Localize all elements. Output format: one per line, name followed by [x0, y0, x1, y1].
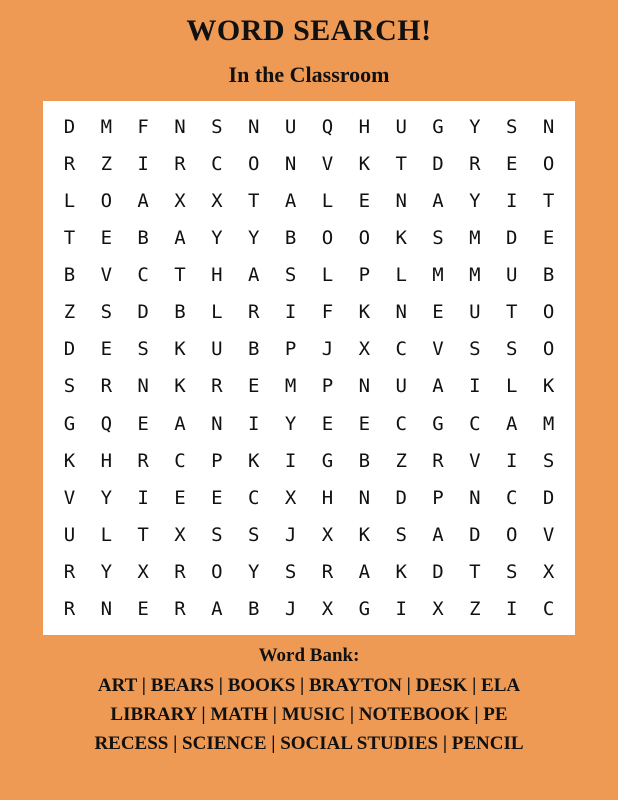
word-search-panel — [43, 101, 575, 635]
grid-letter[interactable]: N — [137, 375, 149, 398]
grid-letter[interactable]: S — [211, 523, 223, 546]
grid-letter[interactable]: I — [284, 449, 297, 472]
grid-letter[interactable]: X — [174, 523, 186, 546]
grid-letter[interactable]: Z — [100, 152, 113, 175]
grid-letter[interactable]: T — [63, 226, 76, 249]
grid-letter[interactable]: K — [248, 449, 260, 472]
grid-letter[interactable]: F — [321, 301, 334, 324]
grid-letter[interactable]: P — [432, 486, 444, 509]
grid-letter[interactable]: M — [542, 412, 555, 435]
grid-letter[interactable]: R — [211, 375, 223, 398]
grid-letter[interactable]: P — [321, 375, 334, 398]
grid-letter[interactable]: O — [100, 189, 113, 212]
grid-letter[interactable]: X — [211, 189, 223, 212]
grid-letter[interactable]: E — [542, 226, 555, 249]
grid-letter[interactable]: T — [248, 189, 260, 212]
grid-letter[interactable]: G — [432, 115, 444, 138]
grid-letter[interactable]: N — [248, 115, 260, 138]
grid-letter[interactable]: A — [137, 189, 149, 212]
grid-letter[interactable]: U — [63, 523, 76, 546]
grid-letter[interactable]: H — [358, 115, 371, 138]
grid-letter[interactable]: N — [542, 115, 555, 138]
grid-letter[interactable]: A — [248, 264, 260, 287]
grid-letter[interactable]: S — [542, 449, 555, 472]
grid-letter[interactable]: K — [358, 301, 371, 324]
grid-letter[interactable]: E — [211, 486, 223, 509]
grid-letter[interactable]: E — [174, 486, 186, 509]
grid-letter[interactable]: R — [63, 561, 76, 584]
grid-letter[interactable]: V — [542, 523, 555, 546]
grid-letter[interactable]: I — [506, 449, 518, 472]
grid-letter[interactable]: N — [358, 375, 371, 398]
grid-letter[interactable]: T — [542, 189, 555, 212]
grid-letter[interactable]: H — [211, 264, 223, 287]
grid-letter[interactable]: M — [469, 264, 481, 287]
grid-letter[interactable]: R — [174, 561, 186, 584]
grid-letter[interactable]: I — [506, 598, 518, 621]
grid-letter[interactable]: A — [506, 412, 518, 435]
grid-letter[interactable]: V — [469, 449, 481, 472]
grid-letter[interactable]: E — [432, 301, 444, 324]
grid-letter[interactable]: X — [137, 561, 149, 584]
grid-row — [51, 591, 567, 628]
grid-letter[interactable]: T — [174, 264, 186, 287]
grid-letter[interactable]: S — [432, 226, 444, 249]
grid-letter[interactable]: Y — [100, 486, 113, 509]
grid-letter[interactable]: G — [358, 598, 371, 621]
grid-letter[interactable]: E — [100, 226, 113, 249]
grid-letter[interactable]: C — [211, 152, 223, 175]
grid-letter[interactable]: S — [284, 561, 297, 584]
grid-letter[interactable]: J — [284, 523, 297, 546]
grid-letter[interactable]: R — [174, 152, 186, 175]
grid-letter[interactable]: A — [174, 412, 186, 435]
grid-letter[interactable]: R — [248, 301, 260, 324]
grid-letter[interactable]: K — [358, 152, 371, 175]
grid-letter[interactable]: M — [100, 115, 113, 138]
grid-letter[interactable]: R — [174, 598, 186, 621]
grid-letter[interactable]: E — [321, 412, 334, 435]
grid-letter[interactable]: S — [506, 338, 518, 361]
grid-letter[interactable]: D — [395, 486, 407, 509]
grid-letter[interactable]: X — [321, 523, 334, 546]
grid-letter[interactable]: Y — [469, 115, 481, 138]
grid-letter[interactable]: B — [63, 264, 76, 287]
grid-row — [51, 294, 567, 331]
grid-letter[interactable]: S — [211, 115, 223, 138]
grid-row — [51, 479, 567, 516]
grid-letter[interactable]: M — [284, 375, 297, 398]
grid-letter[interactable]: V — [100, 264, 113, 287]
grid-row — [51, 554, 567, 591]
grid-letter[interactable]: C — [542, 598, 555, 621]
grid-letter[interactable]: K — [174, 338, 186, 361]
grid-letter[interactable]: G — [63, 412, 76, 435]
grid-letter[interactable]: X — [284, 486, 297, 509]
grid-letter[interactable]: S — [469, 338, 481, 361]
grid-letter[interactable]: O — [542, 152, 555, 175]
grid-row — [51, 405, 567, 442]
grid-letter[interactable]: I — [137, 152, 149, 175]
grid-letter[interactable]: E — [137, 598, 149, 621]
grid-letter[interactable]: D — [63, 115, 76, 138]
grid-letter[interactable]: A — [432, 189, 444, 212]
grid-letter[interactable]: U — [211, 338, 223, 361]
grid-letter[interactable]: L — [506, 375, 518, 398]
grid-letter[interactable]: E — [100, 338, 113, 361]
grid-letter[interactable]: S — [100, 301, 113, 324]
grid-letter[interactable]: L — [395, 264, 407, 287]
grid-letter[interactable]: E — [248, 375, 260, 398]
grid-letter[interactable]: I — [248, 412, 260, 435]
grid-letter[interactable]: L — [100, 523, 113, 546]
letter-grid — [51, 108, 567, 628]
grid-letter[interactable]: D — [137, 301, 149, 324]
grid-letter[interactable]: B — [284, 226, 297, 249]
grid-letter[interactable]: A — [211, 598, 223, 621]
grid-letter[interactable]: M — [432, 264, 444, 287]
grid-letter[interactable]: P — [284, 338, 297, 361]
grid-letter[interactable]: X — [174, 189, 186, 212]
grid-letter[interactable]: O — [248, 152, 260, 175]
grid-letter[interactable]: Y — [284, 412, 297, 435]
grid-letter[interactable]: O — [542, 301, 555, 324]
grid-letter[interactable]: B — [358, 449, 371, 472]
grid-letter[interactable]: A — [432, 523, 444, 546]
grid-row — [51, 331, 567, 368]
grid-letter[interactable]: Q — [321, 115, 334, 138]
grid-letter[interactable]: T — [506, 301, 518, 324]
grid-letter[interactable]: D — [542, 486, 555, 509]
grid-letter[interactable]: K — [542, 375, 555, 398]
grid-letter[interactable]: X — [321, 598, 334, 621]
grid-letter[interactable]: I — [137, 486, 149, 509]
grid-letter[interactable]: S — [506, 115, 518, 138]
grid-letter[interactable]: L — [63, 189, 76, 212]
grid-letter[interactable]: R — [137, 449, 149, 472]
grid-letter[interactable]: V — [321, 152, 334, 175]
grid-letter[interactable]: B — [248, 598, 260, 621]
grid-letter[interactable]: G — [321, 449, 334, 472]
grid-letter[interactable]: E — [506, 152, 518, 175]
grid-letter[interactable]: H — [100, 449, 113, 472]
grid-letter[interactable]: B — [542, 264, 555, 287]
page-title: WORD SEARCH! — [186, 14, 432, 47]
grid-letter[interactable]: V — [63, 486, 76, 509]
grid-letter[interactable]: N — [211, 412, 223, 435]
grid-letter[interactable]: U — [506, 264, 518, 287]
grid-letter[interactable]: J — [284, 598, 297, 621]
grid-letter[interactable]: L — [321, 189, 334, 212]
grid-letter[interactable]: C — [174, 449, 186, 472]
grid-letter[interactable]: S — [395, 523, 407, 546]
word-bank-line: RECESS | SCIENCE | SOCIAL STUDIES | PENCIL — [94, 733, 524, 754]
grid-row — [51, 257, 567, 294]
grid-row — [51, 219, 567, 256]
grid-letter[interactable]: R — [100, 375, 113, 398]
grid-letter[interactable]: I — [395, 598, 407, 621]
grid-row — [51, 182, 567, 219]
grid-letter[interactable]: O — [506, 523, 518, 546]
grid-letter[interactable]: L — [211, 301, 223, 324]
grid-letter[interactable]: S — [506, 561, 518, 584]
grid-letter[interactable]: D — [432, 561, 444, 584]
grid-letter[interactable]: K — [63, 449, 76, 472]
grid-letter[interactable]: N — [174, 115, 186, 138]
grid-letter[interactable]: Y — [248, 226, 260, 249]
grid-letter[interactable]: Y — [211, 226, 223, 249]
grid-letter[interactable]: H — [321, 486, 334, 509]
grid-letter[interactable]: I — [506, 189, 518, 212]
grid-letter[interactable]: R — [63, 152, 76, 175]
grid-letter[interactable]: Y — [248, 561, 260, 584]
grid-row — [51, 108, 567, 145]
grid-letter[interactable]: Z — [63, 301, 76, 324]
grid-letter[interactable]: D — [469, 523, 481, 546]
grid-letter[interactable]: B — [174, 301, 186, 324]
grid-letter[interactable]: M — [469, 226, 481, 249]
grid-letter[interactable]: N — [469, 486, 481, 509]
grid-letter[interactable]: A — [284, 189, 297, 212]
grid-letter[interactable]: F — [137, 115, 149, 138]
grid-letter[interactable]: A — [174, 226, 186, 249]
grid-letter[interactable]: N — [395, 301, 407, 324]
grid-letter[interactable]: A — [358, 561, 371, 584]
grid-letter[interactable]: T — [469, 561, 481, 584]
grid-letter[interactable]: L — [321, 264, 334, 287]
grid-letter[interactable]: U — [284, 115, 297, 138]
grid-letter[interactable]: N — [100, 598, 113, 621]
word-bank-line: LIBRARY | MATH | MUSIC | NOTEBOOK | PE — [110, 704, 508, 725]
grid-letter[interactable]: E — [358, 189, 371, 212]
grid-letter[interactable]: C — [395, 412, 407, 435]
grid-letter[interactable]: K — [358, 523, 371, 546]
grid-letter[interactable]: R — [432, 449, 444, 472]
grid-letter[interactable]: G — [432, 412, 444, 435]
grid-letter[interactable]: D — [506, 226, 518, 249]
grid-letter[interactable]: S — [248, 523, 260, 546]
word-bank-line: ART | BEARS | BOOKS | BRAYTON | DESK | ELA — [97, 675, 521, 696]
grid-letter[interactable]: J — [321, 338, 334, 361]
page-subtitle: In the Classroom — [228, 62, 390, 87]
grid-letter[interactable]: T — [137, 523, 149, 546]
grid-letter[interactable]: C — [137, 264, 149, 287]
grid-letter[interactable]: O — [211, 561, 223, 584]
grid-letter[interactable]: U — [395, 115, 407, 138]
grid-letter[interactable]: C — [506, 486, 518, 509]
word-bank-title: Word Bank: — [258, 645, 360, 666]
grid-letter[interactable]: N — [395, 189, 407, 212]
grid-row — [51, 516, 567, 553]
grid-letter[interactable]: Y — [469, 189, 481, 212]
grid-letter[interactable]: O — [321, 226, 334, 249]
grid-letter[interactable]: B — [137, 226, 149, 249]
grid-letter[interactable]: B — [248, 338, 260, 361]
grid-letter[interactable]: C — [469, 412, 481, 435]
grid-letter[interactable]: N — [284, 152, 297, 175]
grid-letter[interactable]: X — [542, 561, 555, 584]
grid-letter[interactable]: C — [248, 486, 260, 509]
grid-letter[interactable]: U — [469, 301, 481, 324]
grid-letter[interactable]: R — [63, 598, 76, 621]
grid-letter[interactable]: I — [469, 375, 481, 398]
grid-letter[interactable]: Y — [100, 561, 113, 584]
grid-letter[interactable]: C — [395, 338, 407, 361]
grid-letter[interactable]: V — [432, 338, 444, 361]
grid-letter[interactable]: R — [469, 152, 481, 175]
grid-letter[interactable]: Z — [469, 598, 481, 621]
grid-letter[interactable]: I — [284, 301, 297, 324]
grid-row — [51, 368, 567, 405]
grid-letter[interactable]: P — [211, 449, 223, 472]
grid-letter[interactable]: O — [358, 226, 371, 249]
grid-letter[interactable]: D — [432, 152, 444, 175]
grid-letter[interactable]: P — [358, 264, 371, 287]
grid-row — [51, 145, 567, 182]
grid-letter[interactable]: X — [358, 338, 371, 361]
grid-letter[interactable]: E — [358, 412, 371, 435]
grid-row — [51, 442, 567, 479]
grid-letter[interactable]: S — [137, 338, 149, 361]
grid-letter[interactable]: A — [432, 375, 444, 398]
grid-letter[interactable]: K — [174, 375, 186, 398]
grid-letter[interactable]: D — [63, 338, 76, 361]
grid-letter[interactable]: O — [542, 338, 555, 361]
grid-letter[interactable]: S — [63, 375, 76, 398]
grid-letter[interactable]: E — [137, 412, 149, 435]
grid-letter[interactable]: Z — [395, 449, 407, 472]
grid-letter[interactable]: X — [432, 598, 444, 621]
grid-letter[interactable]: U — [395, 375, 407, 398]
grid-letter[interactable]: K — [395, 561, 407, 584]
grid-letter[interactable]: R — [321, 561, 334, 584]
grid-letter[interactable]: T — [395, 152, 407, 175]
grid-letter[interactable]: N — [358, 486, 371, 509]
grid-letter[interactable]: Q — [100, 412, 113, 435]
grid-letter[interactable]: S — [284, 264, 297, 287]
grid-letter[interactable]: K — [395, 226, 407, 249]
